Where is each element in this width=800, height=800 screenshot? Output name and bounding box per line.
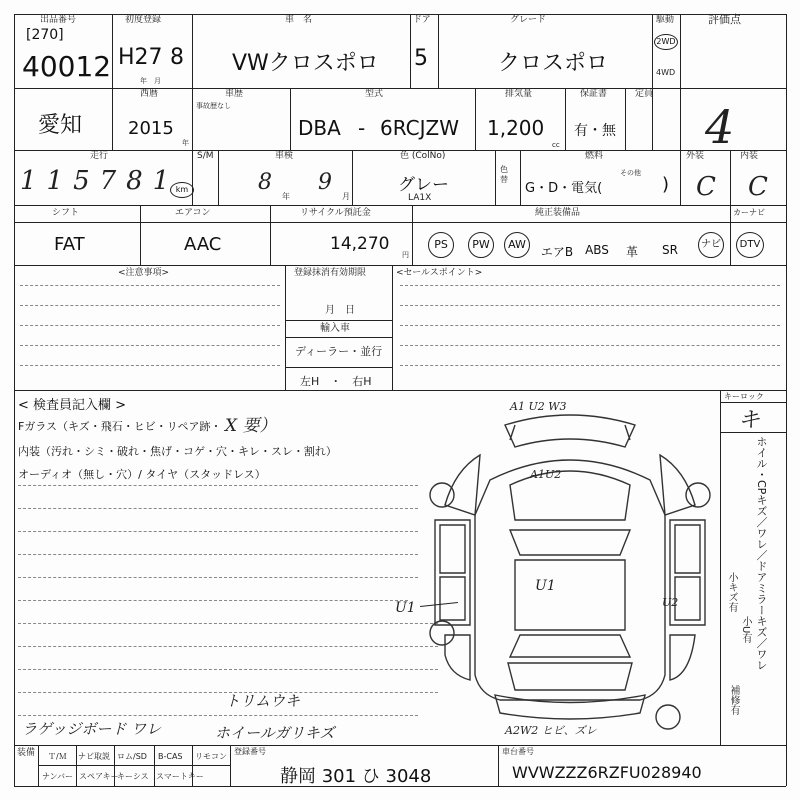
color-label: 色 (ColNo): [400, 151, 446, 161]
drive-2wd-circle: 2WD: [654, 34, 678, 50]
ac-label: エアコン: [175, 208, 211, 218]
mileage-label: 走行: [90, 151, 109, 161]
equip-navi: ナビ: [698, 232, 724, 258]
equip-number-plate: ナンバー: [42, 772, 74, 781]
history-label: 車歴: [225, 89, 244, 99]
doors: 5: [414, 46, 428, 71]
model-code: 6RCJZW: [380, 116, 459, 140]
note-trim-lift: トリムウキ: [225, 692, 301, 710]
car-damage-diagram: [420, 395, 720, 745]
warranty-label: 保証書: [580, 89, 608, 99]
displacement-label: 排気量: [505, 89, 533, 99]
region: 愛知: [38, 113, 83, 138]
lot-number: 40012: [22, 50, 112, 83]
vin: WVWZZZ6RZFU028940: [512, 763, 702, 782]
displacement-unit: cc: [552, 141, 560, 149]
sales-point-label: <セールスポイント>: [396, 268, 483, 278]
capacity-label: 定員: [635, 89, 654, 99]
mileage-unit-label: S/M: [197, 151, 214, 161]
equip-navi-manual: ナビ取説: [78, 752, 110, 761]
mileage: 115781: [20, 166, 180, 196]
inspection-month-unit: 月: [342, 192, 350, 201]
inspection-label: 車検: [275, 151, 294, 161]
registration-label: 登録抹消有効期限: [294, 268, 367, 278]
first-reg-month-unit: 年 月: [140, 77, 161, 85]
inspection-year-unit: 年: [282, 192, 290, 201]
equip-leather: 革: [625, 245, 638, 259]
year: 2015: [128, 118, 174, 139]
shift: FAT: [54, 234, 85, 255]
side-note-small-dent: 小U有: [740, 616, 751, 644]
grade: クロスポロ: [498, 51, 609, 76]
inspector-line-glass: Fガラス（キズ・飛石・ヒビ・リペア跡・: [18, 420, 222, 433]
equip-airbag: エアB: [540, 245, 574, 259]
note-wheel-scratch: ホイールガリキズ: [215, 724, 335, 742]
first-reg-era: H27: [118, 45, 163, 70]
navi-label: カーナビ: [733, 208, 765, 217]
car-name: VWクロスポロ: [232, 51, 379, 76]
inspection-month: 9: [318, 170, 332, 195]
equip-smart-key: スマートキー: [156, 772, 204, 781]
equip-key-system: キーシス: [117, 772, 149, 781]
dealer-parallel: ディーラー・並行: [295, 345, 383, 358]
equip-sr: SR: [662, 243, 678, 257]
interior-label: 内装: [740, 151, 759, 161]
side-note-small-scratch: 小キズ有: [726, 572, 737, 612]
caution-label: <注意事項>: [118, 268, 170, 278]
lot-label: 出品番号: [40, 15, 77, 25]
displacement: 1,200: [487, 116, 545, 140]
fuel-label: 燃料: [585, 151, 604, 161]
note-luggage-board: ラゲッジボード ワレ: [22, 720, 162, 738]
model-label: 型式: [365, 89, 384, 99]
first-reg-month: 8: [170, 45, 184, 70]
keylock-mark: キ: [738, 408, 761, 433]
inspector-title: < 検査員記入欄 >: [18, 398, 127, 413]
lot-tag: [270]: [26, 27, 64, 43]
drive-label: 駆動: [656, 15, 675, 25]
equip-ps: PS: [428, 232, 454, 258]
side-note-wheel: ホイル・CPキズ／ワレ／ドアミラーキズ／ワレ: [755, 436, 768, 671]
inspection-year: 8: [258, 170, 272, 195]
exterior-grade: C: [696, 172, 716, 202]
handle-side: 左H ・ 右H: [300, 375, 372, 388]
plate-number: 静岡 301 ひ 3048: [280, 766, 432, 787]
equipment-label: 純正装備品: [535, 208, 581, 218]
equip-remote: リモコン: [195, 752, 227, 761]
diagram-rear-mark: A2W2 ヒビ、ズレ: [505, 724, 597, 737]
equip-aw: AW: [504, 232, 530, 258]
equip-rom-sd: ロム/SD: [117, 752, 147, 761]
inspector-glass-mark: X 要）: [225, 416, 277, 436]
equip-tm: Ｔ/Ｍ: [48, 752, 67, 761]
equip-abs: ABS: [585, 243, 609, 257]
registration-month-day: 月 日: [325, 305, 355, 316]
score-label: 評価点: [708, 13, 741, 26]
score: 4: [705, 100, 735, 154]
drive-4wd: 4WD: [656, 68, 676, 77]
doors-label: ドア: [413, 15, 431, 25]
fuel-other: その他: [620, 169, 641, 177]
car-name-label: 車 名: [285, 15, 313, 25]
warranty-value: 有・無: [574, 123, 616, 139]
equip-box-label: 装備: [17, 748, 36, 758]
side-note-repaired: 補修有: [728, 685, 739, 715]
model-dash: -: [358, 116, 366, 140]
recycle-unit: 円: [402, 251, 409, 259]
ac: AAC: [184, 234, 222, 255]
color-change-label: 色替: [500, 165, 508, 184]
color: グレー: [398, 175, 449, 195]
year-label: 西暦: [140, 89, 159, 99]
diagram-right-mark: U2: [662, 596, 679, 609]
model-prefix: DBA: [298, 116, 341, 140]
fuel-close: ): [662, 174, 670, 195]
equip-pw: PW: [468, 232, 494, 258]
equip-dtv: DTV: [736, 232, 764, 258]
history-sub: 事故歴なし: [196, 102, 231, 110]
diagram-roof-mark: U1: [535, 578, 556, 594]
inspector-line-audio: オーディオ（無し・穴）/ タイヤ（スタッドレス）: [18, 468, 266, 481]
year-unit: 年: [182, 139, 189, 147]
first-reg-label: 初度登録: [125, 15, 162, 25]
import-label: 輸入車: [320, 323, 350, 334]
grade-label: グレード: [510, 15, 547, 25]
equip-spare-key: スペアキー: [79, 772, 119, 781]
interior-grade: C: [748, 172, 768, 202]
equip-bcas: B-CAS: [158, 752, 183, 761]
exterior-label: 外装: [686, 151, 705, 161]
shift-label: シフト: [52, 208, 80, 218]
recycle-label: リサイクル預託金: [300, 208, 371, 218]
inspector-line-interior: 内装（汚れ・シミ・破れ・焦げ・コゲ・穴・キレ・スレ・割れ）: [18, 445, 337, 458]
color-code: LA1X: [408, 193, 432, 203]
fuel-value: G・D・電気(: [525, 181, 603, 196]
diagram-front-mark: A1 U2 W3: [510, 400, 567, 413]
recycle: 14,270: [330, 234, 390, 254]
vin-label: 車台番号: [502, 747, 534, 756]
diagram-left-mark: U1: [395, 600, 416, 616]
mileage-unit-circle: km: [170, 182, 194, 198]
plate-label: 登録番号: [234, 747, 266, 756]
diagram-hood-mark: A1U2: [530, 468, 562, 481]
keylock-label: キーロック: [724, 392, 764, 401]
